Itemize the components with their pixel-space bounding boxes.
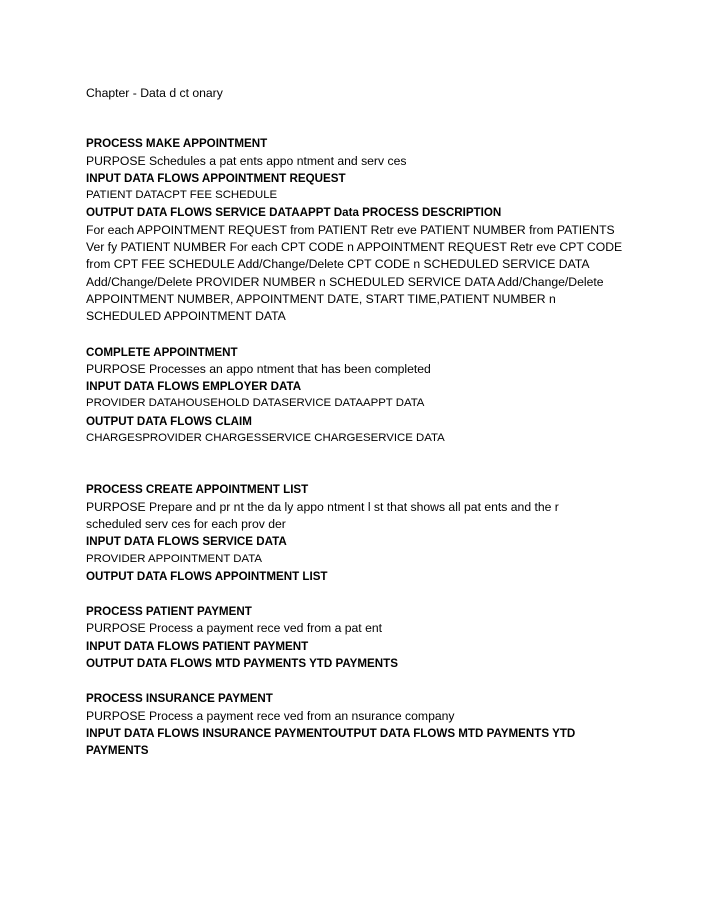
section-purpose: PURPOSE Schedules a pat ents appo ntment and serv ces [86, 153, 407, 168]
section-insurance-payment [86, 690, 654, 759]
output-data-flows: OUTPUT DATA FLOWS SERVICE DATAAPPT Data PROCESS DESCRIPTION [86, 206, 502, 220]
input-data-flows: INPUT DATA FLOWS EMPLOYER DATA [86, 380, 302, 394]
input-data-flows: INPUT DATA FLOWS SERVICE DATA [86, 535, 287, 549]
section-purpose: PURPOSE Process a payment rece ved from a pat ent [86, 621, 383, 636]
input-items: PROVIDER DATAHOUSEHOLD DATASERVICE DATAAPPT DATA [86, 397, 425, 410]
section-purpose: PURPOSE Processes an appo ntment that has been completed [86, 361, 431, 376]
section-purpose: PURPOSE Process a payment rece ved from an nsurance company [86, 708, 455, 723]
section-purpose: PURPOSE Prepare and pr nt the da ly appo ntment l st that shows all pat ents and the r scheduled serv ces for each prov der [86, 499, 559, 531]
section-heading: PROCESS PATIENT PAYMENT [86, 605, 252, 619]
section-heading: PROCESS MAKE APPOINTMENT [86, 137, 268, 151]
output-data-flows: OUTPUT DATA FLOWS MTD PAYMENTS YTD PAYMENTS [86, 657, 398, 671]
section-heading: COMPLETE APPOINTMENT [86, 345, 238, 359]
input-data-flows: INPUT DATA FLOWS INSURANCE PAYMENTOUTPUT DATA FLOWS MTD PAYMENTS YTD PAYMENTS [86, 726, 576, 758]
chapter-title: Chapter - Data d ct onary [86, 86, 223, 100]
section-patient-payment [86, 603, 654, 672]
input-items: PROVIDER APPOINTMENT DATA [86, 552, 262, 565]
output-data-flows: OUTPUT DATA FLOWS APPOINTMENT LIST [86, 569, 328, 583]
process-description: For each APPOINTMENT REQUEST from PATIENT Retr eve PATIENT NUMBER from PATIENTS Ver fy PATIENT NUMBER For each CPT CODE n APPOINTMENT REQUEST Retr eve CPT CODE from CPT FEE SCHEDULE Add/Change/Delete CPT CODE n SCHEDULED SERVICE DATA Add/Change/Delete PROVIDER NUMBER n SCHEDULED SERVICE DATA Add/Change/Delete APPOINTMENT NUMBER, APPOINTMENT DATE, START TIME,PATIENT NUMBER n SCHEDULED APPOINTMENT DATA [86, 222, 623, 324]
section-complete-appointment [86, 344, 654, 448]
input-items: PATIENT DATACPT FEE SCHEDULE [86, 189, 278, 202]
output-data-flows: OUTPUT DATA FLOWS CLAIM [86, 414, 252, 428]
output-items: CHARGESPROVIDER CHARGESSERVICE CHARGESERVICE DATA [86, 432, 445, 445]
section-heading: PROCESS CREATE APPOINTMENT LIST [86, 483, 309, 497]
section-make-appointment [86, 135, 654, 325]
section-heading: PROCESS INSURANCE PAYMENT [86, 692, 273, 706]
input-data-flows: INPUT DATA FLOWS PATIENT PAYMENT [86, 639, 309, 653]
section-create-appointment-list [86, 481, 654, 585]
input-data-flows: INPUT DATA FLOWS APPOINTMENT REQUEST [86, 171, 346, 185]
